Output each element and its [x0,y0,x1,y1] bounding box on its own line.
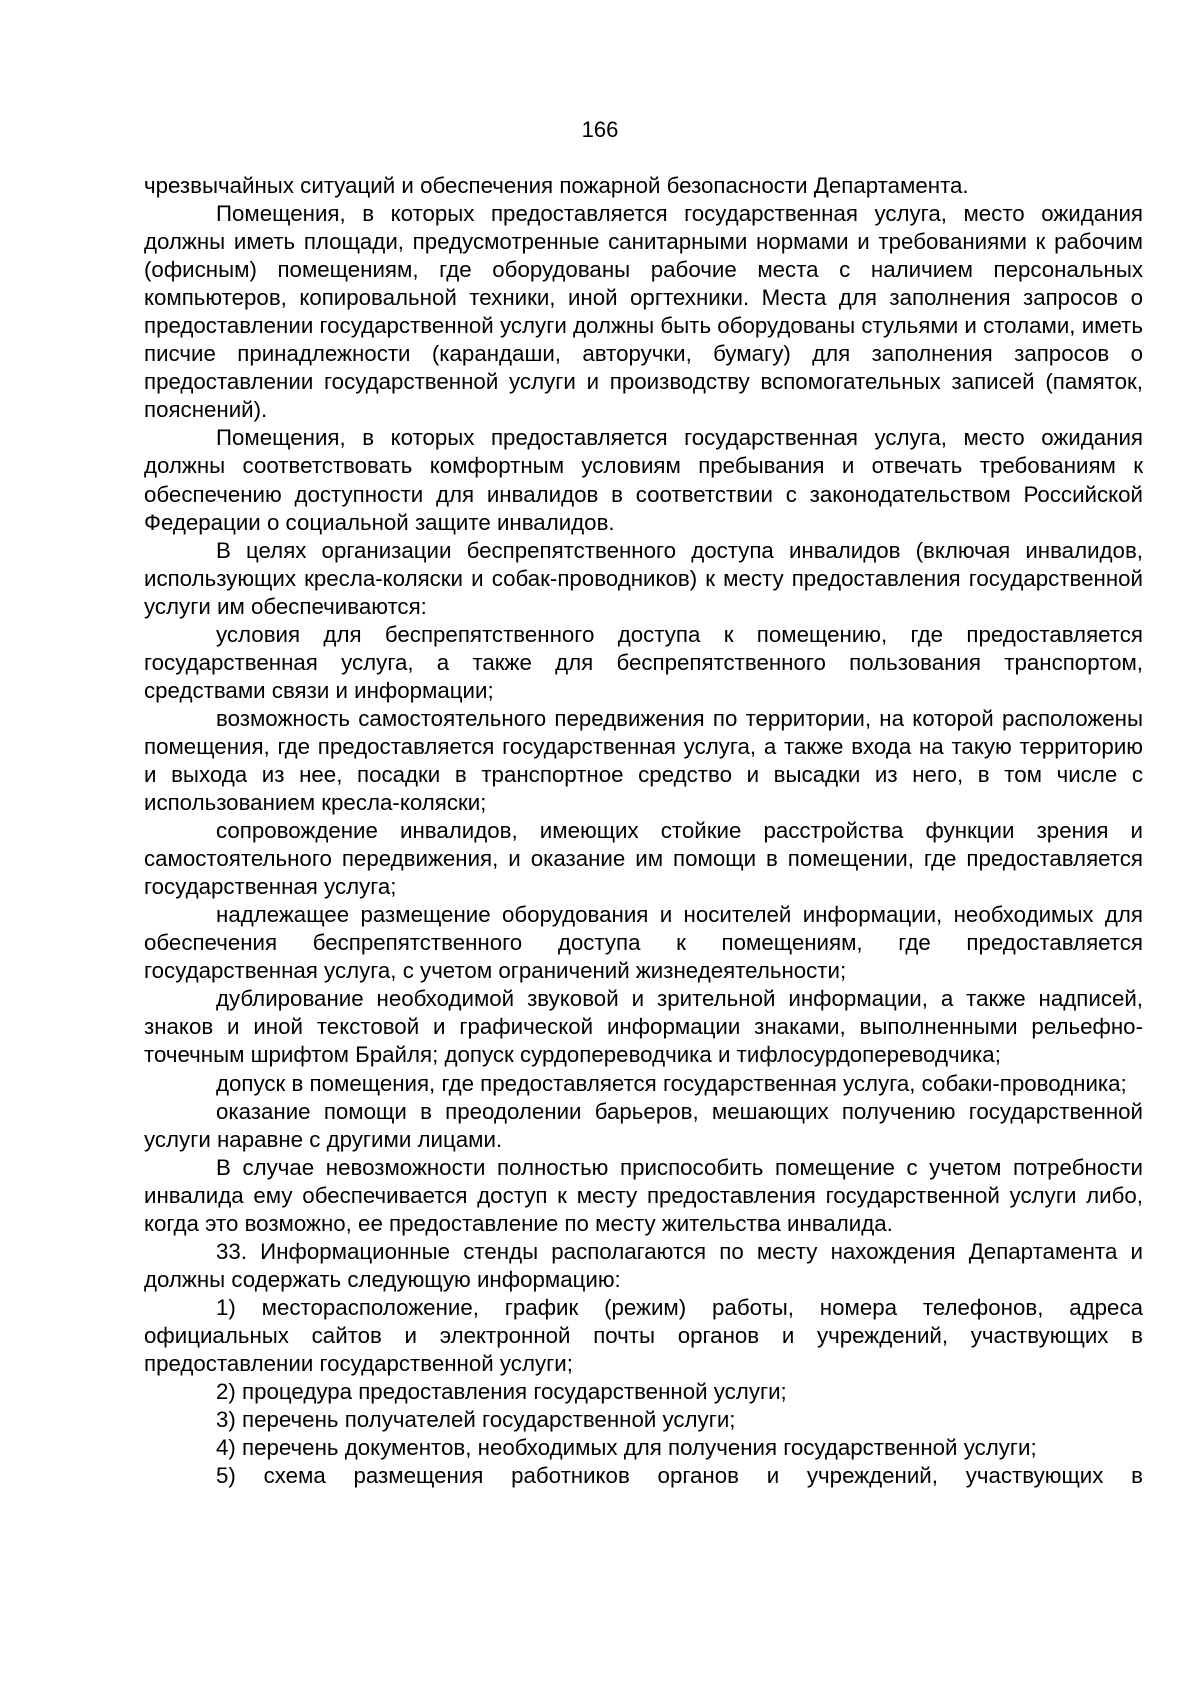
document-body [144,172,1143,1490]
paragraph-info-stands: 33. Информационные стенды располагаются по месту нахождения Департамента и должны содержать следующую информацию: [144,1238,1143,1292]
list-item-equipment-placement: надлежащее размещение оборудования и носителей информации, необходимых для обеспечения беспрепятственного доступа к помещениям, где предоставляется государственная услуга, с учетом ограничений жизнедеятельности; [144,902,1143,984]
paragraph-disabled-access-intro: В целях организации беспрепятственного доступа инвалидов (включая инвалидов, использующих кресла-коляски и собак-проводников) к месту предоставления государственной услуги им обеспечиваются: [144,537,1143,619]
paragraph-home-service: В случае невозможности полностью приспособить помещение с учетом потребности инвалида ему обеспечивается доступ к месту предоставления государственной услуги либо, когда это возможно, ее предоставление по месту жительства инвалида. [144,1154,1143,1236]
list-item-information-duplication: дублирование необходимой звуковой и зрительной информации, а также надписей, знаков и иной текстовой и графической информации знаками, выполненными рельефно-точечным шрифтом Брайля; допуск сурдопереводчика и тифлосурдопереводчика; [144,986,1143,1068]
list-item-barrier-assistance: оказание помощи в преодолении барьеров, мешающих получению государственной услуги наравне с другими лицами. [144,1098,1143,1152]
paragraph-premises-area: Помещения, в которых предоставляется государственная услуга, место ожидания должны иметь площади, предусмотренные санитарными нормами и требованиями к рабочим (офисным) помещениям, где оборудованы рабочие места с наличием персональных компьютеров, копировальной техники, иной оргтехники. Места для заполнения запросов о предоставлении государственной услуги должны быть оборудованы стульями и столами, иметь писчие принадлежности (карандаши, авторучки, бумагу) для заполнения запросов о предоставлении государственной услуги и производству вспомогательных записей (памяток, пояснений). [144,201,1143,423]
list-item-movement: возможность самостоятельного передвижения по территории, на которой расположены помещения, где предоставляется государственная услуга, а также входа на такую территорию и выхода из нее, посадки в транспортное средство и высадки из него, в том числе с использованием кресла-коляски; [144,705,1143,816]
list-item-4: 4) перечень документов, необходимых для получения государственной услуги; [216,1435,1037,1461]
paragraph-premises-accessibility: Помещения, в которых предоставляется государственная услуга, место ожидания должны соответствовать комфортным условиям пребывания и отвечать требованиям к обеспечению доступности для инвалидов в соответствии с законодательством Российской Федерации о социальной защите инвалидов. [144,425,1143,535]
list-item-2: 2) процедура предоставления государственной услуги; [216,1379,787,1405]
list-item-3: 3) перечень получателей государственной услуги; [216,1407,736,1433]
list-item-escort: сопровождение инвалидов, имеющих стойкие расстройства функции зрения и самостоятельного передвижения, и оказание им помощи в помещении, где предоставляется государственная услуга; [144,818,1143,900]
list-item-guide-dog: допуск в помещения, где предоставляется государственная услуга, собаки-проводника; [216,1070,1127,1096]
list-item-access-conditions: условия для беспрепятственного доступа к помещению, где предоставляется государственная услуга, а также для беспрепятственного пользования транспортом, средствами связи и информации; [144,621,1143,703]
page-number: 166 [581,117,619,142]
list-item-1: 1) месторасположение, график (режим) работы, номера телефонов, адреса официальных сайтов и электронной почты органов и учреждений, участвующих в предоставлении государственной услуги; [144,1294,1143,1376]
list-item-5: 5) схема размещения работников органов и учреждений, участвующих в [216,1463,1143,1489]
paragraph-continuation: чрезвычайных ситуаций и обеспечения пожарной безопасности Департамента. [144,173,969,198]
